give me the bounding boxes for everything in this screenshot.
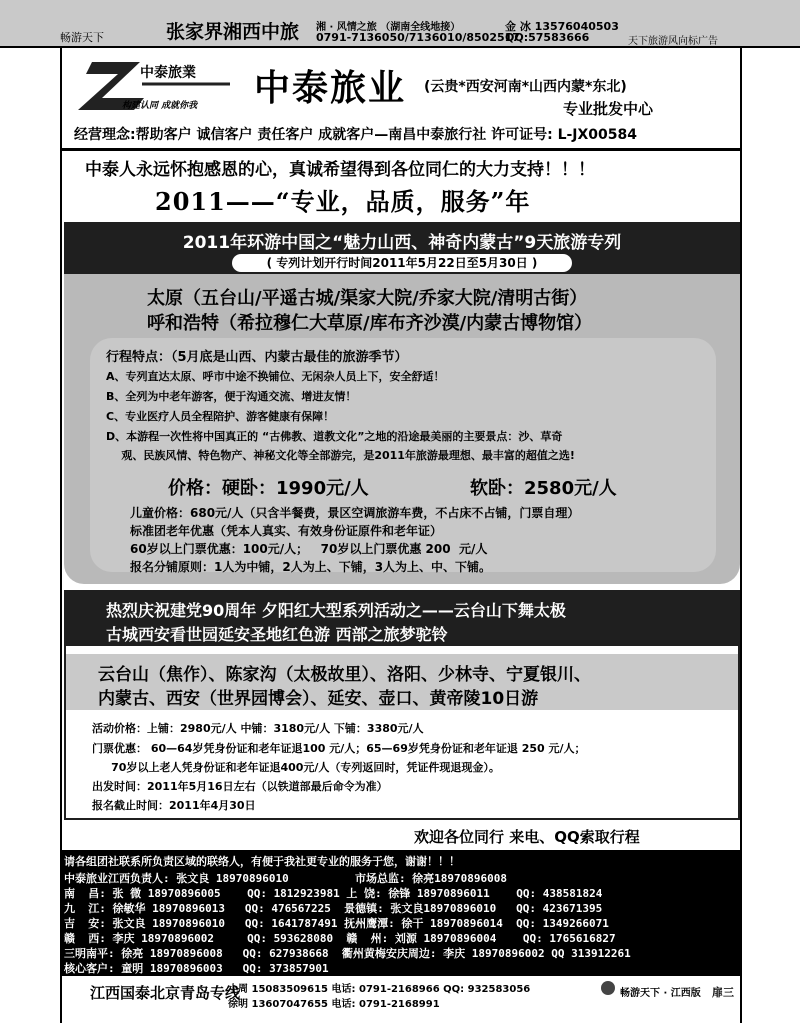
section1-feature-title: 行程特点：（5月底是山西、内蒙古最佳的旅游季节） xyxy=(106,350,408,365)
contact-row: 赣 西: 李庆 18970896002 QQ: 593628080 赣 州: 刘源 18970896004 QQ: 1765616827 xyxy=(64,932,616,945)
feature-item: D、本游程一次性将中国真正的 “古佛教、道教文化”之地的沿途最美丽的主要景点：沙、草奇 xyxy=(106,430,563,443)
divider xyxy=(60,148,740,151)
year-title: 2011——“专业，品质，服务”年 xyxy=(155,187,531,216)
brand-circle-icon xyxy=(600,980,616,996)
section2-title-1: 热烈庆祝建党90周年 夕阳红大型系列活动之——云台山下舞太极 xyxy=(106,601,566,620)
section2-info-line: 门票优惠： 60—64岁凭身份证和老年证退100 元/人；65—69岁凭身份证和老年证退 250 元/人； xyxy=(92,742,586,755)
section1-destination-1: 太原（五台山/平遥古城/渠家大院/乔家大院/清明古街） xyxy=(147,288,588,309)
top-header-strip xyxy=(0,0,800,48)
company-wholesale: 专业批发中心 xyxy=(563,100,654,118)
feature-item: C、专业医疗人员全程陪护、游客健康有保障！ xyxy=(106,410,335,423)
logo-text: 中泰旅業 xyxy=(140,65,196,81)
bottom-brand: 畅游天下 · 江西版 xyxy=(620,988,701,999)
section1-info-line: 儿童价格：680元/人（只含半餐费，景区空调旅游车费，不占床不占铺，门票自理） xyxy=(130,506,580,520)
section2-route-1: 云台山（焦作）、陈家沟（太极故里）、洛阳、少林寺、宁夏银川、 xyxy=(98,665,591,685)
section2-info-line: 活动价格：上铺：2980元/人 中铺：3180元/人 下铺：3380元/人 xyxy=(92,722,424,735)
section2-route-2: 内蒙古、西安（世界园博会）、延安、壶口、黄帝陵10日游 xyxy=(98,689,539,709)
price-soft-sleeper: 软卧：2580元/人 xyxy=(470,478,617,499)
section2-info-line: 出发时间：2011年5月16日左右（以铁道部最后命令为准） xyxy=(92,780,388,793)
section2-title-2: 古城西安看世园延安圣地红色游 西部之旅梦驼铃 xyxy=(106,625,448,644)
contact-row: 南 昌: 张 微 18970896005 QQ: 1812923981 上 饶: 徐锋 18970896011 QQ: 438581824 xyxy=(64,887,603,900)
feature-item: 观、民族风情、特色物产、神秘文化等全部游完，是2011年旅游最理想、最丰富的超值之选! xyxy=(106,449,575,462)
section1-destination-2: 呼和浩特（希拉穆仁大草原/库布齐沙漠/内蒙古博物馆） xyxy=(147,313,593,334)
section1-dates: ( 专列计划开行时间2011年5月22日至5月30日 ) xyxy=(232,254,572,272)
contact-row: 三明南平: 徐亮 18970896008 QQ: 627938668 衢州黄梅安庆周边: 李庆 18970896002 QQ 313912261 xyxy=(64,947,631,960)
welcome-message: 欢迎各位同行 来电、QQ索取行程 xyxy=(414,828,640,846)
section2-info-line: 报名截止时间：2011年4月30日 xyxy=(92,799,256,812)
contact-row: 核心客户: 童明 18970896003 QQ: 373857901 xyxy=(64,962,329,975)
section1-info-line: 60岁以上门票优惠：100元/人； 70岁以上门票优惠 200 元/人 xyxy=(130,542,488,556)
page-label: 扉三 xyxy=(712,986,734,999)
top-ad-label: 天下旅游风向标广告 xyxy=(628,36,718,47)
footer-heading: 请各组团社联系所负责区域的联络人，有便于我社更专业的服务于您，谢谢！！！ xyxy=(64,855,460,868)
section1-info-line: 标准团老年优惠（凭本人真实、有效身份证原件和老年证） xyxy=(130,524,443,538)
logo-slogan: 构建认同 成就你我 xyxy=(122,101,198,111)
section2-info-line: 70岁以上老人凭身份证和老年证退400元/人（专列返回时，凭证件现退现金）。 xyxy=(92,761,500,774)
bottom-contact-2: 徐明 13607047655 电话: 0791-2168991 xyxy=(228,999,440,1010)
top-line1: 湘 · 风情之旅 （湖南全线地接） xyxy=(316,22,461,33)
gratitude-banner: 中泰人永远怀抱感恩的心，真诚希望得到各位同仁的大力支持！！！ xyxy=(85,160,595,180)
feature-item: A、专列直达太原、呼市中途不换铺位、无闲杂人员上下，安全舒适！ xyxy=(106,370,445,383)
company-regions: (云贵*西安河南*山西内蒙*东北) xyxy=(424,79,627,95)
feature-item: B、全列为中老年游客，便于沟通交流、增进友情！ xyxy=(106,390,357,403)
top-agency-name: 张家界湘西中旅 xyxy=(166,21,300,43)
top-qq: QQ:57583666 xyxy=(505,31,590,44)
bottom-contact-1: 小周 15083509615 电话: 0791-2168966 QQ: 932583056 xyxy=(228,984,531,995)
section1-title: 2011年环游中国之“魅力山西、神奇内蒙古”9天旅游专列 xyxy=(182,233,622,253)
business-philosophy: 经营理念:帮助客户 诚信客户 责任客户 成就客户—南昌中泰旅行社 许可证号: L-JX00584 xyxy=(74,127,638,143)
contact-row: 吉 安: 张文良 18970896010 QQ: 1641787491 抚州鹰潭: 徐干 18970896014 QQ: 1349266071 xyxy=(64,917,609,930)
contact-row: 中泰旅业江西负责人: 张文良 18970896010 市场总监: 徐亮18970896008 xyxy=(64,872,508,885)
section1-info-line: 报名分铺原则：1人为中铺，2人为上、下铺，3人为上、中、下铺。 xyxy=(130,560,492,574)
top-slogan: 畅游天下 xyxy=(60,31,104,44)
price-hard-sleeper: 价格：硬卧：1990元/人 xyxy=(168,478,369,499)
top-contact: 金 冰 13576040503 xyxy=(505,20,619,33)
contact-row: 九 江: 徐敏华 18970896013 QQ: 476567225 景德镇: 张文良18970896010 QQ: 423671395 xyxy=(64,902,603,915)
company-name: 中泰旅业 xyxy=(254,68,407,109)
bottom-route-title: 江西国泰北京青岛专线 xyxy=(90,984,241,1002)
top-line2: 0791-7136050/7136010/8502517 xyxy=(316,31,520,44)
